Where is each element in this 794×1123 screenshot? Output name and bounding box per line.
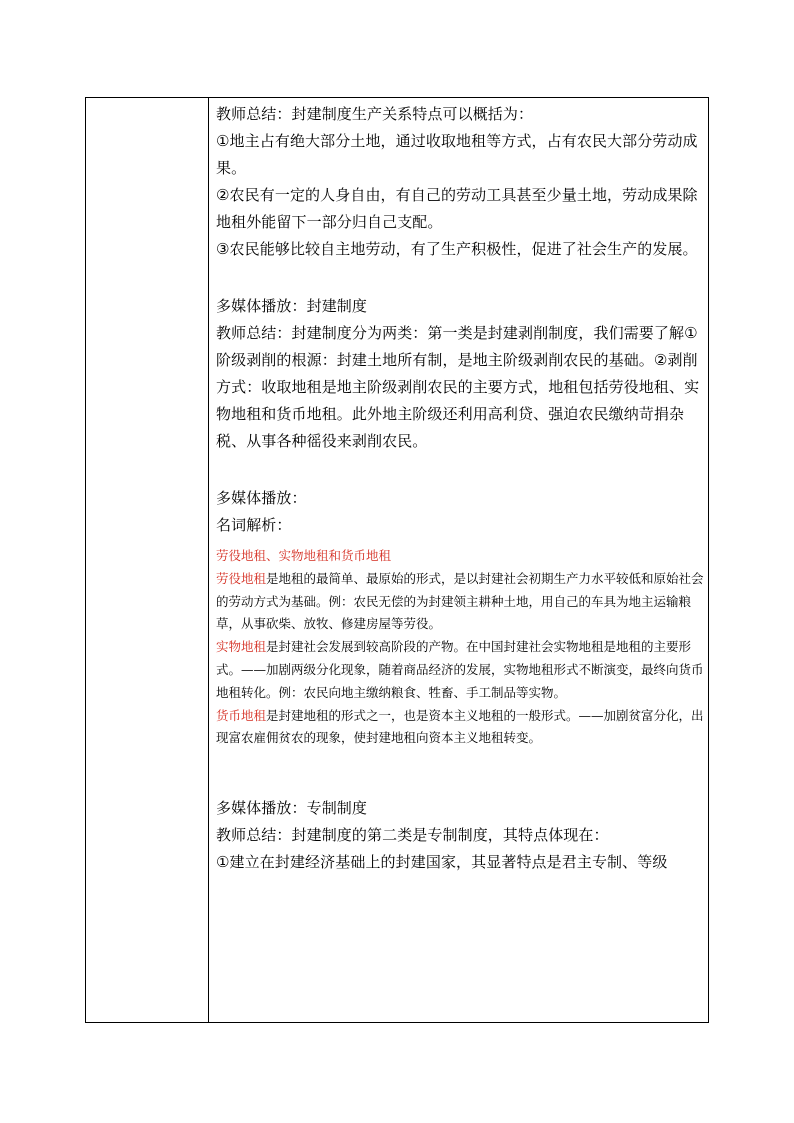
feature-point-3: ③农民能够比较自主地劳动，有了生产积极性，促进了社会生产的发展。 xyxy=(216,240,698,258)
media-label: 多媒体播放： xyxy=(216,489,307,507)
content-cell xyxy=(216,101,706,876)
terms-title: 劳役地租、实物地租和货币地租 xyxy=(216,548,392,563)
exploitation-summary: 教师总结：封建制度分为两类：第一类是封建剥削制度，我们需要了解①阶级剥削的根源：封建土地所有制，是地主阶级剥削农民的基础。②剥削方式：收取地租是地主阶级剥削农民的主要方式，地租包括劳役地租、实物地租和货币地租。此外地主阶级还利用高利贷、强迫农民缴纳苛捐杂税、从事各种徭役来剥削农民。 xyxy=(216,324,700,450)
feature-point-1: ①地主占有绝大部分土地，通过收取地租等方式，占有农民大部分劳动成果。 xyxy=(216,132,698,177)
kind-rent-text: 是封建社会发展到较高阶段的产物。在中国封建社会实物地租是地租的主要形式。——加剧两级分化现象，随着商品经济的发展，实物地租形式不断演变，最终向货币地租转化。例：农民向地主缴纳粮食、牲畜、手工制品等实物。 xyxy=(216,639,704,700)
autocracy-point-1: ①建立在封建经济基础上的封建国家，其显著特点是君主专制、等级 xyxy=(216,853,668,872)
feature-point-2: ②农民有一定的人身自由，有自己的劳动工具甚至少量土地，劳动成果除地租外能留下一部分归自己支配。 xyxy=(216,186,698,231)
term-analysis-label: 名词解析： xyxy=(216,516,292,534)
column-divider xyxy=(208,97,209,1023)
labor-rent-paragraph xyxy=(216,568,706,636)
money-rent-term: 货币地租 xyxy=(216,707,267,723)
labor-rent-text: 是地租的最简单、最原始的形式，是以封建社会初期生产力水平较低和原始社会的劳动方式为基础。例：农民无偿的为封建领主耕种土地，用自己的车具为地主运输粮草，从事砍柴、放牧、修建房屋等劳役。 xyxy=(216,570,704,632)
labor-rent-term: 劳役地租 xyxy=(216,570,267,586)
money-rent-text: 是封建地租的形式之一，也是资本主义地租的一般形式。——加剧贫富分化，出现富农雇佣贫农的现象，使封建地租向资本主义地租转变。 xyxy=(216,707,704,746)
money-rent-paragraph xyxy=(216,705,706,751)
media-autocracy: 多媒体播放：专制制度 xyxy=(216,799,368,818)
kind-rent-paragraph xyxy=(216,636,706,704)
media-feudal-system: 多媒体播放：封建制度 xyxy=(216,297,368,315)
autocracy-summary: 教师总结：封建制度的第二类是专制制度，其特点体现在： xyxy=(216,826,609,845)
term-explanations xyxy=(216,545,706,750)
kind-rent-term: 实物地租 xyxy=(216,639,267,655)
summary-heading: 教师总结：封建制度生产关系特点可以概括为： xyxy=(216,105,534,123)
